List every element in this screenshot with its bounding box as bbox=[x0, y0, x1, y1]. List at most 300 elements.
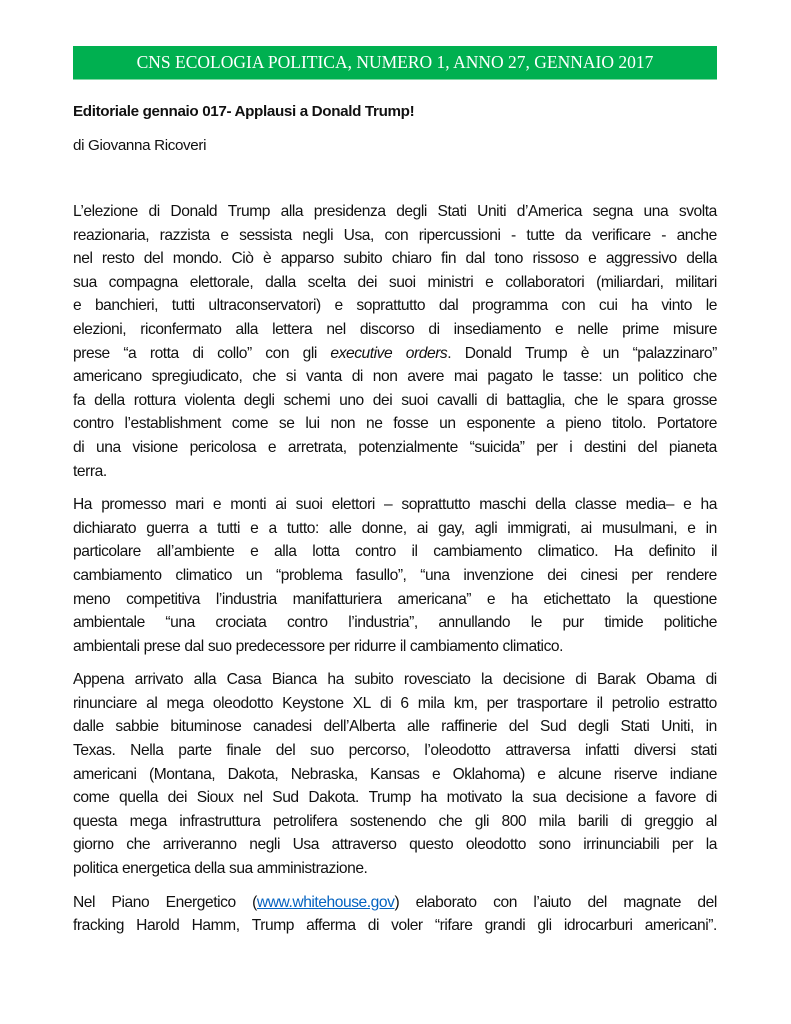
word: di bbox=[575, 671, 587, 689]
word: mai bbox=[453, 368, 478, 386]
word: e bbox=[683, 496, 692, 514]
text-line bbox=[73, 668, 717, 692]
text-line bbox=[73, 224, 717, 248]
word: se bbox=[278, 415, 295, 433]
article-body bbox=[73, 200, 717, 938]
word: - bbox=[661, 226, 667, 244]
text-line bbox=[73, 857, 717, 881]
word: promesso bbox=[101, 496, 167, 514]
word: invenzione bbox=[463, 566, 534, 584]
link-group: (www.whitehouse.gov) bbox=[252, 893, 400, 911]
word: la bbox=[626, 590, 638, 608]
word: cavalli bbox=[436, 391, 478, 409]
word: un bbox=[245, 566, 263, 584]
word: annullando bbox=[438, 614, 511, 632]
word: del bbox=[587, 893, 607, 911]
text-line bbox=[73, 914, 717, 938]
word: che bbox=[126, 836, 151, 854]
word: Ha bbox=[73, 496, 93, 514]
word: e bbox=[212, 496, 222, 514]
word: crociata bbox=[215, 614, 267, 632]
word: Donald bbox=[170, 203, 218, 220]
word: fin bbox=[440, 250, 457, 268]
word: le bbox=[542, 368, 554, 386]
paragraph-2 bbox=[73, 493, 717, 658]
word: ambientali bbox=[73, 637, 140, 655]
word: riserve bbox=[613, 765, 658, 783]
word: greggio bbox=[644, 812, 694, 830]
journal-banner bbox=[73, 46, 717, 79]
word: l’industria bbox=[215, 590, 277, 608]
word: 800 bbox=[501, 812, 527, 830]
word: Ha bbox=[613, 543, 633, 561]
word: come bbox=[231, 415, 269, 433]
word: questa bbox=[73, 812, 118, 830]
word: Nebraska, bbox=[290, 765, 358, 783]
word: dalla bbox=[265, 273, 296, 291]
word: alla bbox=[274, 543, 297, 561]
word: meno bbox=[73, 590, 111, 608]
word: infatti bbox=[584, 742, 620, 760]
word: sessista bbox=[239, 226, 292, 244]
word: un bbox=[439, 415, 456, 433]
word: (Montana, bbox=[149, 765, 216, 783]
word: Dakota, bbox=[227, 765, 279, 783]
word: schemi bbox=[283, 391, 331, 409]
article-author: di Giovanna Ricoveri bbox=[73, 137, 207, 154]
word: elaborato bbox=[415, 893, 477, 911]
word: per bbox=[536, 438, 558, 456]
word: timide bbox=[604, 614, 644, 632]
word: del bbox=[697, 893, 717, 911]
word: di bbox=[351, 368, 363, 386]
word: si bbox=[285, 368, 297, 386]
word: con bbox=[561, 297, 586, 315]
word: una bbox=[96, 438, 121, 456]
word: lotta bbox=[312, 543, 340, 561]
word: motivato bbox=[446, 789, 502, 807]
word: l’oleodotto bbox=[424, 742, 491, 760]
word: discorso bbox=[359, 320, 415, 338]
word: Dakota. bbox=[308, 789, 359, 807]
word: arretrata, bbox=[287, 438, 347, 456]
word: Keystone bbox=[282, 694, 344, 712]
text-line bbox=[73, 318, 717, 342]
word: è bbox=[580, 344, 590, 362]
word: scelta bbox=[307, 273, 346, 291]
word: l’establishment bbox=[124, 415, 221, 433]
text-line bbox=[73, 715, 717, 739]
word: Uniti, bbox=[661, 718, 694, 736]
word: cambiamento bbox=[73, 566, 162, 584]
word: Nella bbox=[130, 742, 164, 760]
word: terra. bbox=[73, 462, 107, 480]
word: Trump bbox=[525, 344, 568, 362]
word: ha bbox=[631, 297, 648, 315]
word: titolo. bbox=[611, 415, 647, 433]
word: decisione bbox=[565, 789, 628, 807]
word: misure bbox=[672, 320, 717, 338]
word: Bianca bbox=[271, 671, 317, 689]
word: sostenendo bbox=[349, 812, 426, 830]
word: “una bbox=[420, 566, 450, 584]
word: finale bbox=[226, 742, 261, 760]
word: classe bbox=[574, 496, 617, 514]
word: dal bbox=[438, 297, 459, 315]
word: manifatturiera bbox=[292, 590, 382, 608]
word: pianeta bbox=[668, 438, 717, 456]
text-line bbox=[73, 692, 717, 716]
word: alla bbox=[193, 671, 217, 689]
word: d’America bbox=[516, 203, 583, 220]
word: vinto bbox=[661, 297, 693, 315]
word: giorno bbox=[73, 836, 114, 854]
word: programma bbox=[471, 297, 548, 315]
word: fosse bbox=[393, 415, 429, 433]
word: subito bbox=[343, 250, 383, 268]
word: dichiarato bbox=[73, 519, 137, 537]
word: di bbox=[380, 694, 392, 712]
word: infrastruttura bbox=[179, 812, 261, 830]
word: Sud bbox=[539, 718, 567, 736]
word: contro bbox=[355, 543, 396, 561]
word: Barak bbox=[597, 671, 636, 689]
text-line bbox=[73, 342, 717, 366]
text-line bbox=[73, 247, 717, 271]
word: da bbox=[564, 226, 582, 244]
word: dal bbox=[184, 637, 204, 655]
word: barili bbox=[577, 812, 609, 830]
word: petrolifera bbox=[272, 812, 338, 830]
word: nel bbox=[73, 250, 93, 268]
word: ai bbox=[416, 519, 428, 537]
word: e bbox=[687, 519, 696, 537]
word: Oklahoma) bbox=[452, 765, 525, 783]
word: pericolosa bbox=[189, 438, 257, 456]
word: pieno bbox=[565, 415, 602, 433]
word: della bbox=[194, 860, 225, 878]
word: Stati bbox=[437, 203, 467, 220]
word: “palazzinaro” bbox=[632, 344, 717, 362]
word: il bbox=[399, 637, 406, 655]
word: della bbox=[686, 250, 717, 268]
word: al bbox=[146, 694, 158, 712]
word: cambiamento bbox=[433, 543, 522, 561]
word: verificare bbox=[591, 226, 651, 244]
word: della bbox=[535, 496, 566, 514]
word: compagna bbox=[108, 273, 178, 291]
word: climatico bbox=[175, 566, 233, 584]
word: riconfermato bbox=[140, 320, 222, 338]
text-line bbox=[73, 493, 717, 517]
word: americana” bbox=[397, 590, 472, 608]
word: subito bbox=[354, 671, 394, 689]
word: politiche bbox=[663, 614, 717, 632]
word: a bbox=[546, 415, 555, 433]
word: spara bbox=[627, 391, 664, 409]
word: di bbox=[620, 812, 632, 830]
word: Usa bbox=[292, 836, 319, 854]
text-line bbox=[73, 564, 717, 588]
word: favore bbox=[655, 789, 696, 807]
word: banchieri, bbox=[94, 297, 159, 315]
word: amministrazione. bbox=[256, 860, 368, 878]
word: irrinunciabili bbox=[583, 836, 660, 854]
word: potenzialmente bbox=[358, 438, 458, 456]
word: ultraconservatori) bbox=[208, 297, 321, 315]
word: a bbox=[198, 519, 207, 537]
word: e bbox=[73, 297, 82, 315]
word: rovesciato bbox=[403, 671, 471, 689]
text-line bbox=[73, 200, 717, 224]
word: sua bbox=[73, 273, 97, 291]
word: e bbox=[486, 590, 496, 608]
word: con bbox=[384, 226, 409, 244]
word: Obama bbox=[646, 671, 695, 689]
word: del bbox=[508, 718, 529, 736]
word: canadesi bbox=[253, 718, 312, 736]
paragraph-1 bbox=[73, 200, 717, 483]
word: Stati bbox=[620, 718, 650, 736]
word: di bbox=[192, 344, 204, 362]
word: arriveranno bbox=[162, 836, 237, 854]
word: estratto bbox=[668, 694, 717, 712]
word: uno bbox=[339, 391, 364, 409]
text-line bbox=[73, 786, 717, 810]
word: politica bbox=[73, 860, 118, 878]
word: fa bbox=[73, 391, 86, 409]
word: del bbox=[275, 742, 296, 760]
text-line bbox=[73, 412, 717, 436]
word: americani bbox=[73, 765, 137, 783]
word: donne, bbox=[361, 519, 407, 537]
word: vanta bbox=[305, 368, 342, 386]
word: degli bbox=[396, 203, 427, 220]
word: aggressivo bbox=[605, 250, 677, 268]
word: prese bbox=[73, 344, 110, 362]
word: indiane bbox=[669, 765, 717, 783]
word: svolta bbox=[678, 203, 717, 220]
word: la bbox=[511, 789, 523, 807]
word: suo bbox=[310, 742, 334, 760]
word: degli bbox=[578, 718, 609, 736]
word: elezioni, bbox=[73, 320, 127, 338]
word: come bbox=[73, 789, 110, 807]
word: il bbox=[411, 543, 418, 561]
word: lui bbox=[305, 415, 320, 433]
word: dal bbox=[465, 250, 485, 268]
word: oleodotto bbox=[465, 836, 526, 854]
word: della bbox=[94, 391, 125, 409]
text-line bbox=[73, 739, 717, 763]
word: e bbox=[250, 519, 259, 537]
word: rotta bbox=[149, 344, 179, 362]
word: stati bbox=[690, 742, 717, 760]
word: il bbox=[710, 543, 717, 561]
word: Portatore bbox=[656, 415, 717, 433]
word: le bbox=[530, 614, 542, 632]
word: per bbox=[328, 637, 350, 655]
word: monti bbox=[230, 496, 267, 514]
text-line bbox=[73, 635, 717, 659]
word: Texas. bbox=[73, 742, 116, 760]
word: competitiva bbox=[126, 590, 200, 608]
word: immigrati, bbox=[507, 519, 571, 537]
word: sono bbox=[538, 836, 571, 854]
word: che bbox=[693, 368, 717, 386]
word: fasullo”, bbox=[355, 566, 407, 584]
word: è bbox=[263, 250, 272, 268]
word: raffinerie bbox=[441, 718, 498, 736]
word: e bbox=[588, 250, 597, 268]
word: Nel bbox=[73, 893, 96, 911]
word: mega bbox=[129, 812, 167, 830]
word: attraversa bbox=[505, 742, 571, 760]
word: dalle bbox=[73, 718, 104, 736]
article-title: Editoriale gennaio 017- Applausi a Donald Trump! bbox=[73, 103, 415, 120]
text-line bbox=[73, 833, 717, 857]
word: Ciò bbox=[231, 250, 254, 268]
word: negli bbox=[249, 836, 280, 854]
word: Donald bbox=[464, 344, 512, 362]
word: mari bbox=[175, 496, 204, 514]
word: ministri bbox=[427, 273, 474, 291]
text-line bbox=[73, 271, 717, 295]
word: l’aiuto bbox=[533, 893, 571, 911]
word: tutto: bbox=[286, 519, 319, 537]
word: “problema bbox=[275, 566, 343, 584]
word: nelle bbox=[577, 320, 609, 338]
word: battaglia, bbox=[506, 391, 566, 409]
word: contro bbox=[73, 415, 114, 433]
word: particolare bbox=[73, 543, 141, 561]
word: dei bbox=[167, 789, 188, 807]
word: alle bbox=[328, 519, 352, 537]
word: del bbox=[143, 250, 164, 268]
word: per bbox=[631, 566, 653, 584]
word: mondo. bbox=[172, 250, 223, 268]
word: il bbox=[596, 694, 603, 712]
word: in bbox=[705, 718, 717, 736]
word: “una bbox=[165, 614, 195, 632]
word: pagato bbox=[487, 368, 533, 386]
word: americano bbox=[73, 368, 142, 386]
word: sua bbox=[228, 860, 253, 878]
word: sua bbox=[532, 789, 557, 807]
word: tutti bbox=[171, 297, 195, 315]
word: rendere bbox=[666, 566, 717, 584]
word: afferma bbox=[306, 917, 356, 935]
word: di bbox=[428, 320, 440, 338]
word: una bbox=[643, 203, 669, 220]
word: elettorale, bbox=[189, 273, 254, 291]
word: alla bbox=[235, 320, 259, 338]
document-page bbox=[73, 46, 717, 948]
emphasis-word: executive bbox=[330, 344, 393, 362]
word: dei bbox=[547, 566, 567, 584]
word: attraverso bbox=[331, 836, 397, 854]
word: che bbox=[252, 368, 276, 386]
word: non bbox=[372, 368, 398, 386]
word: apparso bbox=[280, 250, 334, 268]
word: petrolio bbox=[611, 694, 660, 712]
word: la bbox=[705, 836, 717, 854]
word: per bbox=[671, 836, 694, 854]
word: questione bbox=[653, 590, 717, 608]
word: ha bbox=[700, 496, 717, 514]
word: segna bbox=[592, 203, 633, 220]
word: al bbox=[705, 812, 717, 830]
word: alla bbox=[280, 203, 304, 220]
word: destini bbox=[583, 438, 626, 456]
word: di bbox=[73, 438, 85, 456]
word: americani”. bbox=[644, 917, 717, 935]
whitehouse-link[interactable]: www.whitehouse.gov bbox=[256, 893, 395, 911]
word: idrocarburi bbox=[563, 917, 633, 935]
word: tasse: bbox=[563, 368, 603, 386]
word: Trump bbox=[227, 203, 270, 220]
word: nel bbox=[326, 320, 346, 338]
word: ai bbox=[580, 519, 592, 537]
word: presidenza bbox=[313, 203, 386, 220]
word: con bbox=[493, 893, 517, 911]
word: Uniti bbox=[477, 203, 507, 220]
word: un bbox=[602, 344, 620, 362]
text-line bbox=[73, 891, 717, 915]
word: militari bbox=[675, 273, 717, 291]
word: resto bbox=[101, 250, 135, 268]
word: insediamento bbox=[453, 320, 541, 338]
word: Harold bbox=[136, 917, 180, 935]
word: l’industria”, bbox=[348, 614, 418, 632]
word: 6 bbox=[400, 694, 409, 712]
word: gli bbox=[302, 344, 317, 362]
banner-text: CNS ECOLOGIA POLITICA, NUMERO 1, ANNO 27, GENNAIO 2017 bbox=[136, 52, 654, 72]
word: guerra bbox=[146, 519, 189, 537]
word: Usa, bbox=[343, 226, 374, 244]
word: questo bbox=[409, 836, 454, 854]
text-line bbox=[73, 588, 717, 612]
word: negli bbox=[302, 226, 334, 244]
word: tono bbox=[494, 250, 524, 268]
word: ha bbox=[511, 590, 528, 608]
word: ambientale bbox=[73, 614, 145, 632]
word: che bbox=[574, 391, 598, 409]
word: di bbox=[705, 671, 717, 689]
word: oleodotto bbox=[212, 694, 273, 712]
word: prese bbox=[143, 637, 181, 655]
word: quella bbox=[119, 789, 158, 807]
word: decisione bbox=[502, 671, 565, 689]
word: ripercussioni bbox=[418, 226, 501, 244]
word: “suicida” bbox=[469, 438, 525, 456]
word: suoi bbox=[401, 391, 428, 409]
paragraph-4 bbox=[73, 891, 717, 938]
word: percorso, bbox=[348, 742, 410, 760]
word: “a bbox=[123, 344, 137, 362]
word: – bbox=[383, 496, 393, 514]
word: avere bbox=[407, 368, 445, 386]
word: di bbox=[705, 789, 717, 807]
word: rottura bbox=[133, 391, 176, 409]
word: - bbox=[511, 226, 516, 244]
text-line bbox=[73, 763, 717, 787]
word: elettori bbox=[331, 496, 375, 514]
word: Hamm, bbox=[191, 917, 240, 935]
word: mega bbox=[166, 694, 204, 712]
word: dei bbox=[357, 273, 378, 291]
word: un bbox=[612, 368, 629, 386]
